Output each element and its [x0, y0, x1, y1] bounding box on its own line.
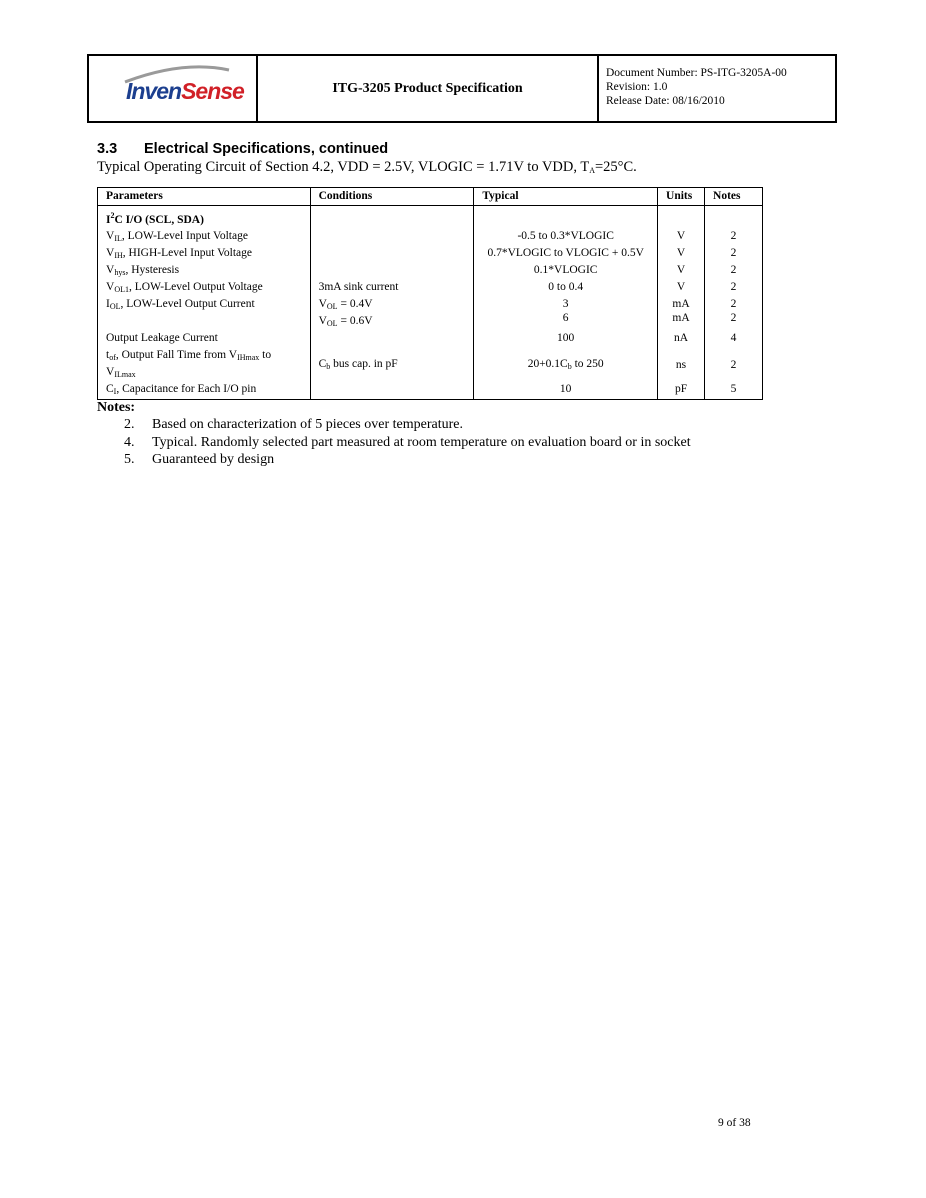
unit-cell: V — [658, 246, 705, 263]
cond-cell — [310, 263, 474, 280]
param-cell: $t_{of}$, Output Fall Time from $V_{IHmax}$ to $V_{ILmax}$ — [98, 348, 311, 382]
table-header-row — [98, 188, 763, 206]
note-cell: 5 — [705, 382, 763, 400]
header-notes: Notes — [705, 188, 763, 206]
note-cell: 2 — [705, 263, 763, 280]
typ-cell: -0.5 to 0.3*VLOGIC — [474, 229, 658, 246]
cond-cell — [310, 382, 474, 400]
table-row — [98, 348, 763, 382]
param-cell: $V_{IH}$, HIGH-Level Input Voltage — [98, 246, 311, 263]
unit-cell: pF — [658, 382, 705, 400]
cond-cell — [310, 331, 474, 348]
typ-cell: 0 to 0.4 — [474, 280, 658, 297]
list-item: 4. Typical. Randomly selected part measured at room temperature on evaluation board or in socket — [124, 434, 691, 450]
section-subtitle — [97, 159, 637, 176]
table-row — [98, 331, 763, 348]
header-conditions: Conditions — [310, 188, 474, 206]
param-cell: $C_I$, Capacitance for Each I/O pin — [98, 382, 311, 400]
list-item: 2. Based on characterization of 5 pieces over temperature. — [124, 417, 463, 432]
note-cell: 2 2 — [705, 297, 763, 331]
cond-cell — [310, 246, 474, 263]
typ-cell: 100 — [474, 331, 658, 348]
logo-text-sense: Sense — [181, 78, 244, 104]
unit-cell: mA mA — [658, 297, 705, 331]
notes-list — [124, 416, 691, 469]
section-number: 3.3 — [97, 141, 118, 157]
note-cell: 2 — [705, 246, 763, 263]
table-row — [98, 229, 763, 246]
cond-cell: $V_{OL} = 0.4V$ $V_{OL} = 0.6V$ — [310, 297, 474, 331]
unit-cell: V — [658, 263, 705, 280]
page-number: 9 of 38 — [718, 1117, 751, 1129]
param-cell: $V_{OL1}$, LOW-Level Output Voltage — [98, 280, 311, 297]
document-number: Document Number: PS-ITG-3205A-00 — [606, 67, 787, 79]
typ-cell: $20+0.1C_b$ to 250 — [474, 348, 658, 382]
unit-cell: nA — [658, 331, 705, 348]
param-cell: $V_{IL}$, LOW-Level Input Voltage — [98, 229, 311, 246]
group-label: $I^2C$ I/O (SCL, SDA) — [98, 206, 311, 230]
param-cell: $V_{hys}$, Hysteresis — [98, 263, 311, 280]
document-title: ITG-3205 Product Specification — [258, 56, 599, 121]
header-typical: Typical — [474, 188, 658, 206]
subtitle-text-end: =25°C. — [594, 159, 637, 175]
electrical-spec-table — [97, 187, 763, 400]
cond-cell — [310, 229, 474, 246]
typ-cell: 0.1*VLOGIC — [474, 263, 658, 280]
logo-text-inven: Inven — [126, 78, 182, 104]
typ-cell: 3 6 — [474, 297, 658, 331]
unit-cell: V — [658, 280, 705, 297]
section-title: Electrical Specifications, continued — [144, 141, 389, 157]
cond-cell: 3mA sink current — [310, 280, 474, 297]
invensense-logo — [126, 78, 244, 105]
header-units: Units — [658, 188, 705, 206]
note-cell: 2 — [705, 280, 763, 297]
param-cell: $I_{OL}$, LOW-Level Output Current — [98, 297, 311, 331]
unit-cell: ns — [658, 348, 705, 382]
table-row — [98, 246, 763, 263]
section-heading — [97, 141, 388, 157]
typ-cell: 0.7*VLOGIC to VLOGIC + 0.5V — [474, 246, 658, 263]
revision: Revision: 1.0 — [606, 81, 668, 93]
typ-cell: 10 — [474, 382, 658, 400]
list-item: 5. Guaranteed by design — [124, 452, 275, 467]
note-cell: 2 — [705, 229, 763, 246]
param-cell: Output Leakage Current — [98, 331, 311, 348]
notes-heading: Notes: — [97, 400, 136, 415]
table-row — [98, 382, 763, 400]
table-group-row — [98, 206, 763, 230]
unit-cell: V — [658, 229, 705, 246]
release-date: Release Date: 08/16/2010 — [606, 95, 725, 107]
subtitle-sub: A — [589, 166, 595, 175]
header-parameters: Parameters — [98, 188, 311, 206]
cond-cell: $C_b$ bus cap. in pF — [310, 348, 474, 382]
table-row — [98, 280, 763, 297]
logo-cell — [89, 56, 258, 121]
table-row — [98, 297, 763, 331]
subtitle-text: Typical Operating Circuit of Section 4.2, VDD = 2.5V, VLOGIC = 1.71V to VDD, T — [97, 159, 590, 175]
table-row — [98, 263, 763, 280]
document-meta — [599, 56, 835, 121]
document-header — [87, 54, 837, 123]
note-cell: 4 — [705, 331, 763, 348]
note-cell: 2 — [705, 348, 763, 382]
